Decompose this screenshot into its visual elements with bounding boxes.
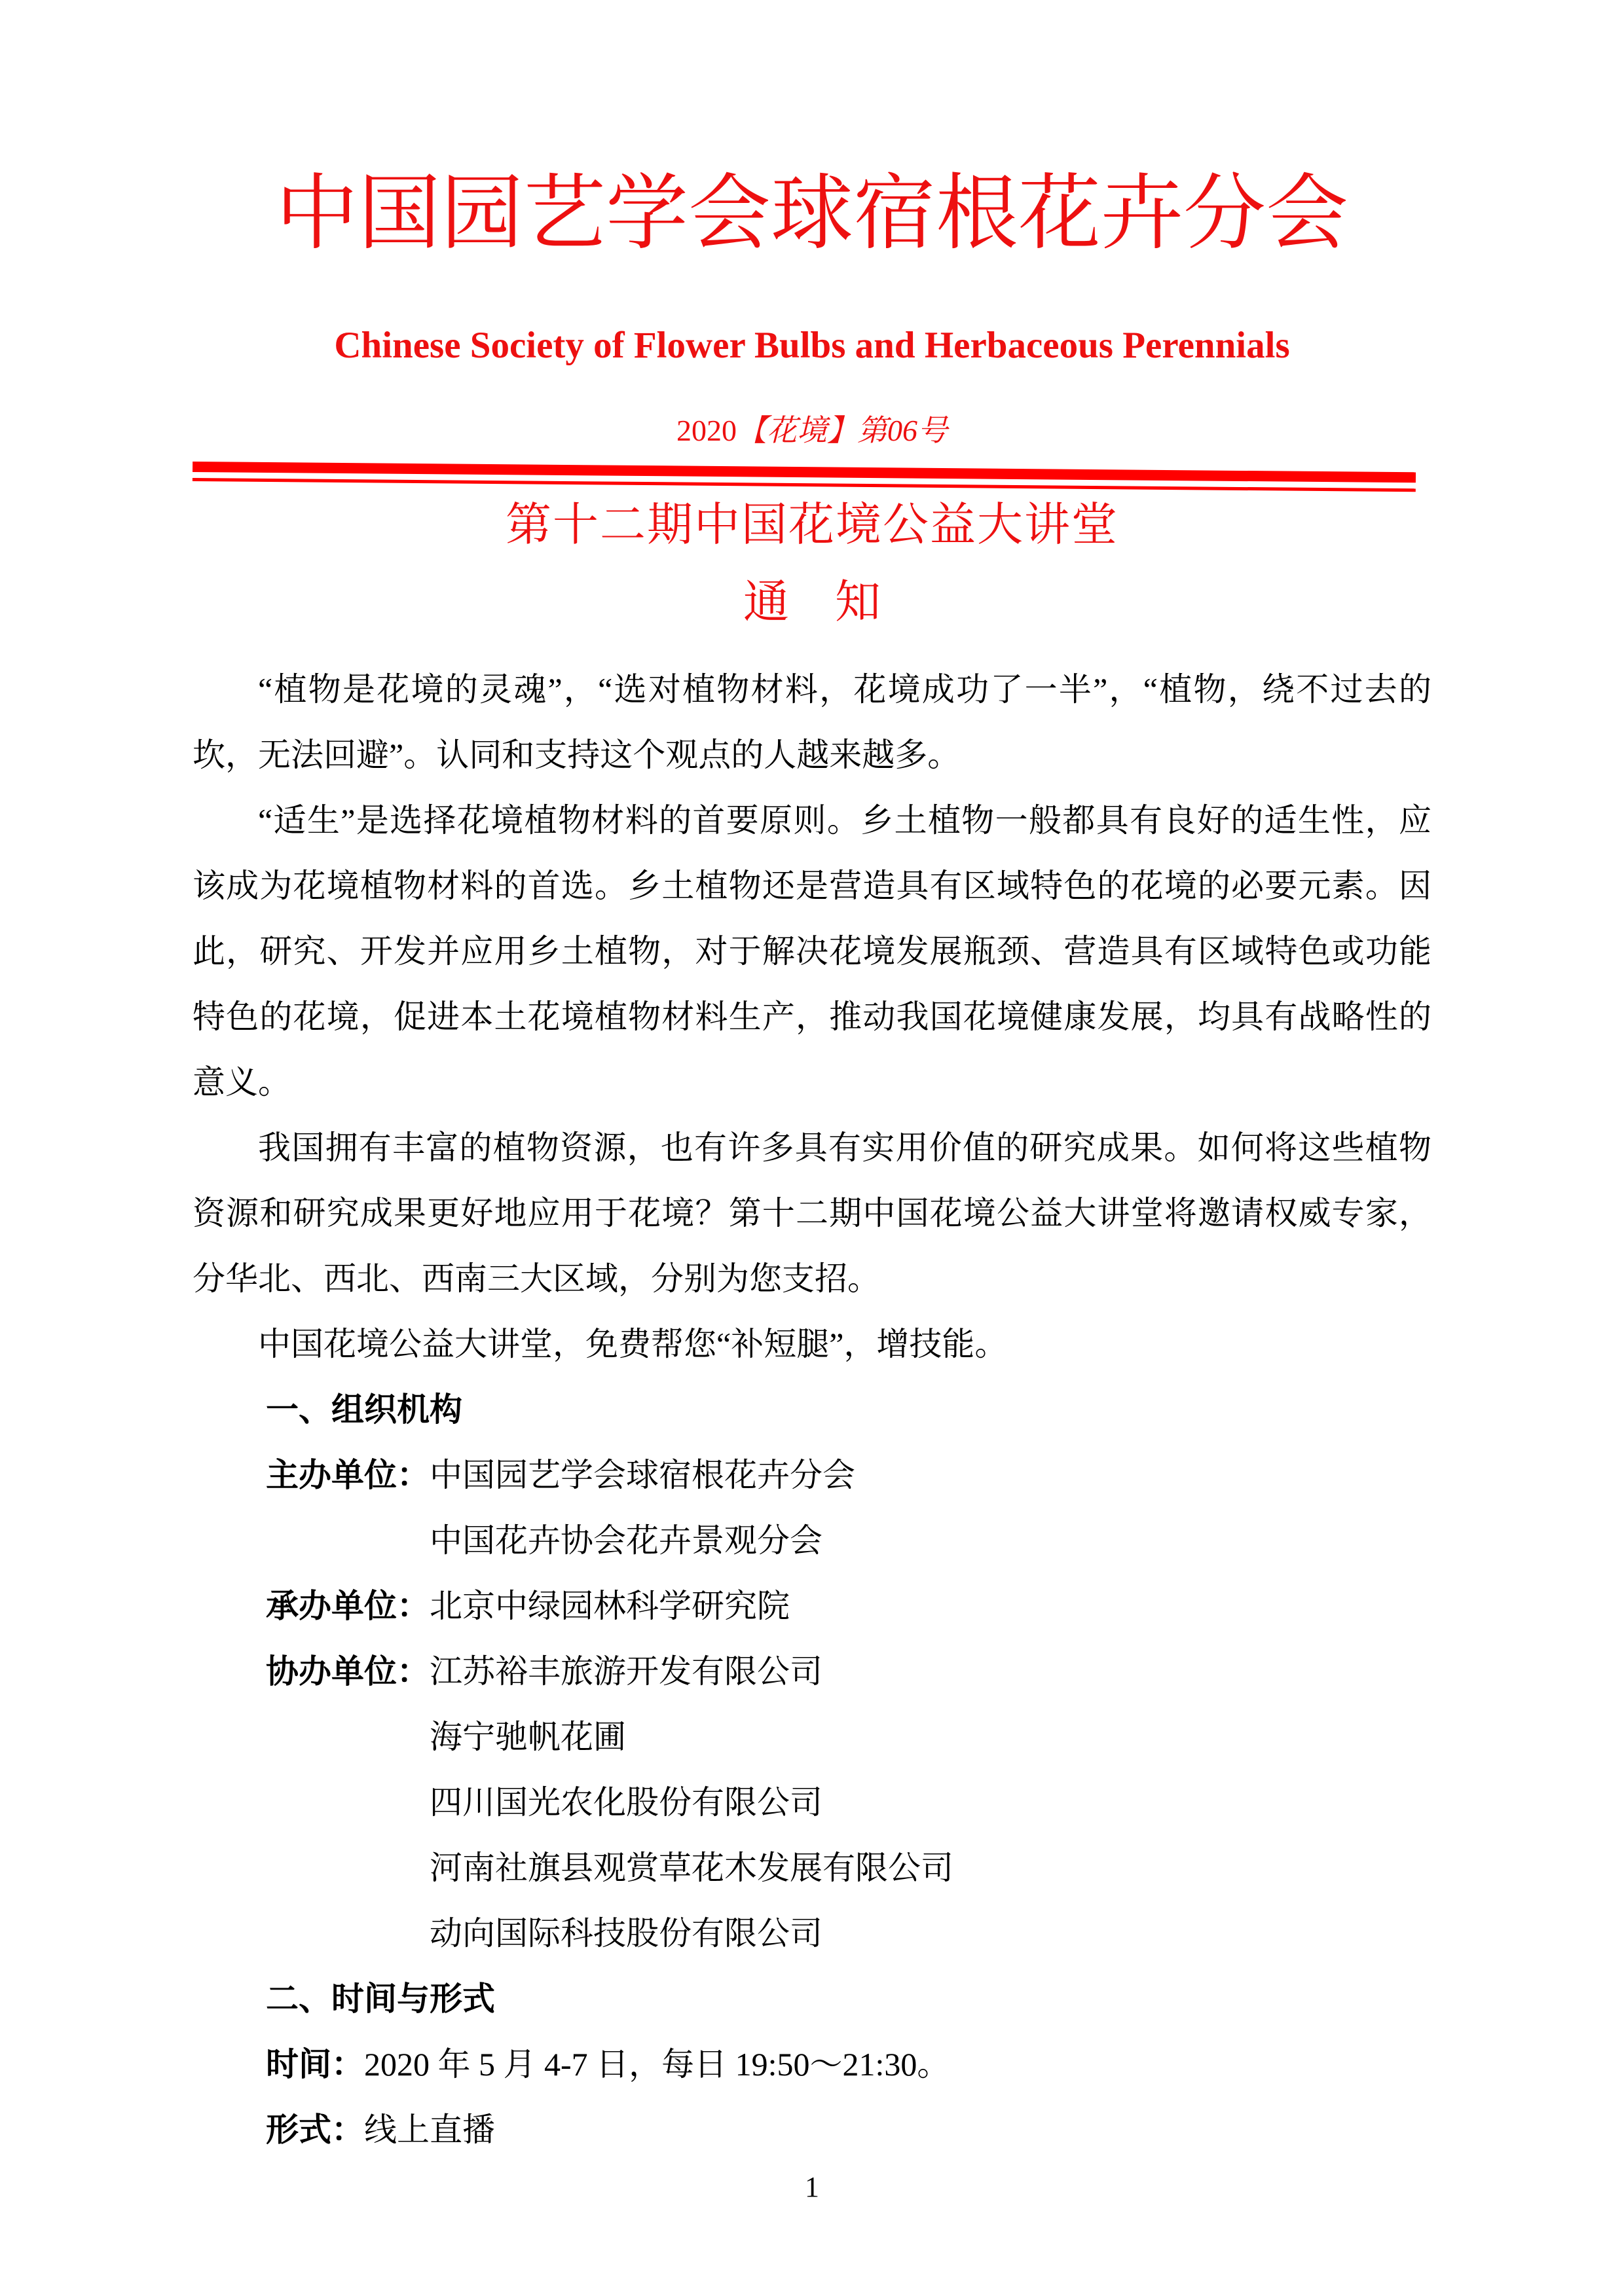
event-title: 第十二期中国花境公益大讲堂	[506, 500, 1118, 551]
labeled-item	[266, 1639, 1431, 1966]
item-text: 江苏裕丰旅游开发有限公司	[430, 1652, 822, 1690]
paragraph: 中国花境公益大讲堂，免费帮您“补短腿”，增技能。	[258, 1325, 1008, 1362]
labeled-item	[266, 2032, 1431, 2097]
doc-number	[0, 410, 1624, 451]
body-sections	[193, 1377, 1431, 2162]
item-line: 四川国光农化股份有限公司	[430, 1783, 822, 1821]
page-number: 1	[805, 2171, 819, 2203]
doc-number-suffix: 第06号	[857, 413, 948, 447]
item-line: 河南社旗县观赏草花木发展有限公司	[430, 1849, 953, 1886]
doc-number-bracket: 【花境】	[737, 413, 857, 447]
document-body	[193, 657, 1431, 2162]
section-heading: 一、组织机构	[266, 1391, 462, 1428]
labeled-item	[266, 1573, 1431, 1639]
item-line	[266, 2097, 1431, 2162]
item-label: 承办单位：	[266, 1587, 430, 1624]
org-title-en: Chinese Society of Flower Bulbs and Herbaceous Perennials	[334, 325, 1290, 367]
paragraph: 我国拥有丰富的植物资源，也有许多具有实用价值的研究成果。如何将这些植物资源和研究成果更好地应用于花境？第十二期中国花境公益大讲堂将邀请权威专家，分华北、西北、西南三大区域，分别为您支招。	[193, 1129, 1431, 1297]
item-line: 中国花卉协会花卉景观分会	[430, 1522, 822, 1559]
item-text: 线上直播	[364, 2111, 495, 2148]
doc-number-year: 2020	[676, 413, 737, 447]
org-title-cn: 中国园艺学会球宿根花卉分会	[276, 169, 1348, 260]
item-line	[266, 1639, 1431, 1704]
body-paragraphs	[193, 657, 1431, 1377]
item-line: 动向国际科技股份有限公司	[430, 1914, 822, 1952]
labeled-item	[266, 1442, 1431, 1573]
paragraph: “植物是花境的灵魂”，“选对植物材料，花境成功了一半”，“植物，绕不过去的坎，无法回避”。认同和支持这个观点的人越来越多。	[193, 670, 1431, 773]
item-line	[266, 2032, 1431, 2097]
labeled-item	[266, 2097, 1431, 2162]
item-text: 2020 年 5 月 4-7 日，每日 19:50～21:30。	[364, 2045, 950, 2083]
letterhead-double-rule	[193, 462, 1416, 492]
item-label: 形式：	[266, 2111, 364, 2148]
item-line: 海宁驰帆花圃	[430, 1718, 626, 1755]
item-line	[266, 1442, 1431, 1508]
section-heading: 二、时间与形式	[266, 1980, 495, 2017]
item-text: 中国园艺学会球宿根花卉分会	[430, 1456, 855, 1493]
notice-label: 通 知	[743, 577, 881, 628]
item-label: 协办单位：	[266, 1652, 430, 1690]
item-line	[266, 1573, 1431, 1639]
paragraph: “适生”是选择花境植物材料的首要原则。乡土植物一般都具有良好的适生性，应该成为花境植物材料的首选。乡土植物还是营造具有区域特色的花境的必要元素。因此，研究、开发并应用乡土植物，对于解决花境发展瓶颈、营造具有区域特色或功能特色的花境，促进本土花境植物材料生产，推动我国花境健康发展，均具有战略性的意义。	[193, 801, 1431, 1101]
item-label: 时间：	[266, 2045, 364, 2083]
item-text: 北京中绿园林科学研究院	[430, 1587, 790, 1624]
item-label: 主办单位：	[266, 1456, 430, 1493]
